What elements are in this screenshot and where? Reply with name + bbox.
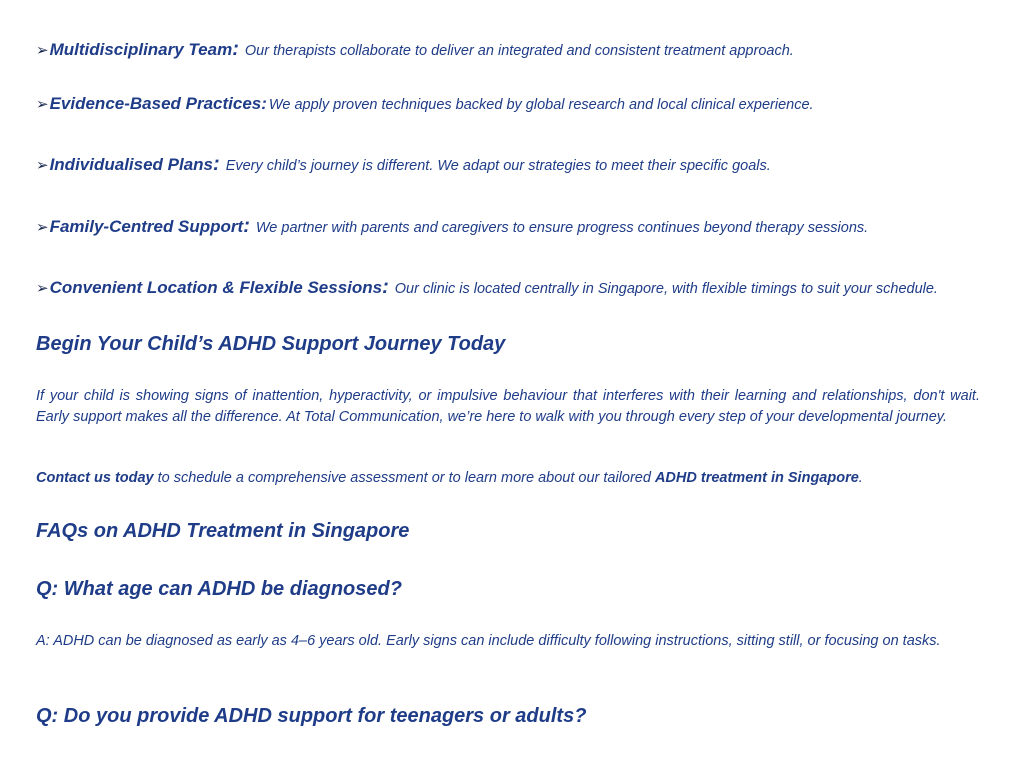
benefit-description: Our therapists collaborate to deliver an integrated and consistent treatment approach. — [244, 43, 794, 59]
benefit-title: Multidisciplinary Team — [49, 40, 233, 59]
faq-answer: A: ADHD can be diagnosed as early as 4–6 years old. Early signs can include difficulty following instructions, sitting still, or focusing on tasks. — [36, 633, 941, 649]
contact-end-text: . — [858, 470, 863, 486]
benefit-description: Our clinic is located centrally in Singapore, with flexible timings to suit your schedule. — [394, 281, 938, 297]
arrow-bullet-icon: ➢ — [36, 157, 49, 174]
benefit-description: Every child’s journey is different. We adapt our strategies to meet their specific goals. — [225, 158, 771, 174]
arrow-bullet-icon: ➢ — [36, 280, 49, 297]
benefit-description: We apply proven techniques backed by global research and local clinical experience. — [268, 97, 814, 113]
benefit-title: Family-Centred Support — [49, 217, 244, 236]
benefit-item-multidisciplinary — [36, 38, 794, 61]
benefit-colon: : — [243, 215, 250, 237]
benefit-colon: : — [261, 94, 267, 113]
arrow-bullet-icon: ➢ — [36, 96, 49, 113]
contact-strong-text: ADHD treatment in Singapore — [654, 470, 859, 486]
benefit-item-convenient-location — [36, 276, 938, 299]
benefit-title: Convenient Location & Flexible Sessions — [49, 278, 383, 297]
benefit-colon: : — [382, 276, 389, 298]
contact-paragraph — [36, 468, 980, 489]
arrow-bullet-icon: ➢ — [36, 42, 49, 59]
benefit-title: Individualised Plans — [49, 155, 214, 174]
benefit-colon: : — [232, 38, 239, 60]
cta-heading: Begin Your Child’s ADHD Support Journey Today — [36, 333, 506, 355]
contact-middle-text: to schedule a comprehensive assessment or to learn more about our tailored — [153, 470, 655, 486]
arrow-bullet-icon: ➢ — [36, 219, 49, 236]
benefit-item-evidence-based — [36, 94, 814, 114]
faq-question: Q: Do you provide ADHD support for teenagers or adults? — [36, 705, 587, 727]
benefit-item-family-centred — [36, 215, 868, 238]
benefit-item-individualised — [36, 153, 771, 176]
contact-link[interactable]: Contact us today — [36, 470, 154, 486]
benefit-description: We partner with parents and caregivers to ensure progress continues beyond therapy sessions. — [255, 220, 869, 236]
benefit-colon: : — [213, 153, 220, 175]
faq-heading: FAQs on ADHD Treatment in Singapore — [36, 520, 410, 542]
cta-paragraph: If your child is showing signs of inattention, hyperactivity, or impulsive behaviour that interferes with their learning and relationships, don't wait. Early support makes all the difference. At Total Communication, we’re here to walk with you through every step of your developmental journey. — [36, 388, 980, 425]
benefit-title: Evidence-Based Practices — [49, 94, 262, 113]
faq-question: Q: What age can ADHD be diagnosed? — [36, 578, 402, 600]
